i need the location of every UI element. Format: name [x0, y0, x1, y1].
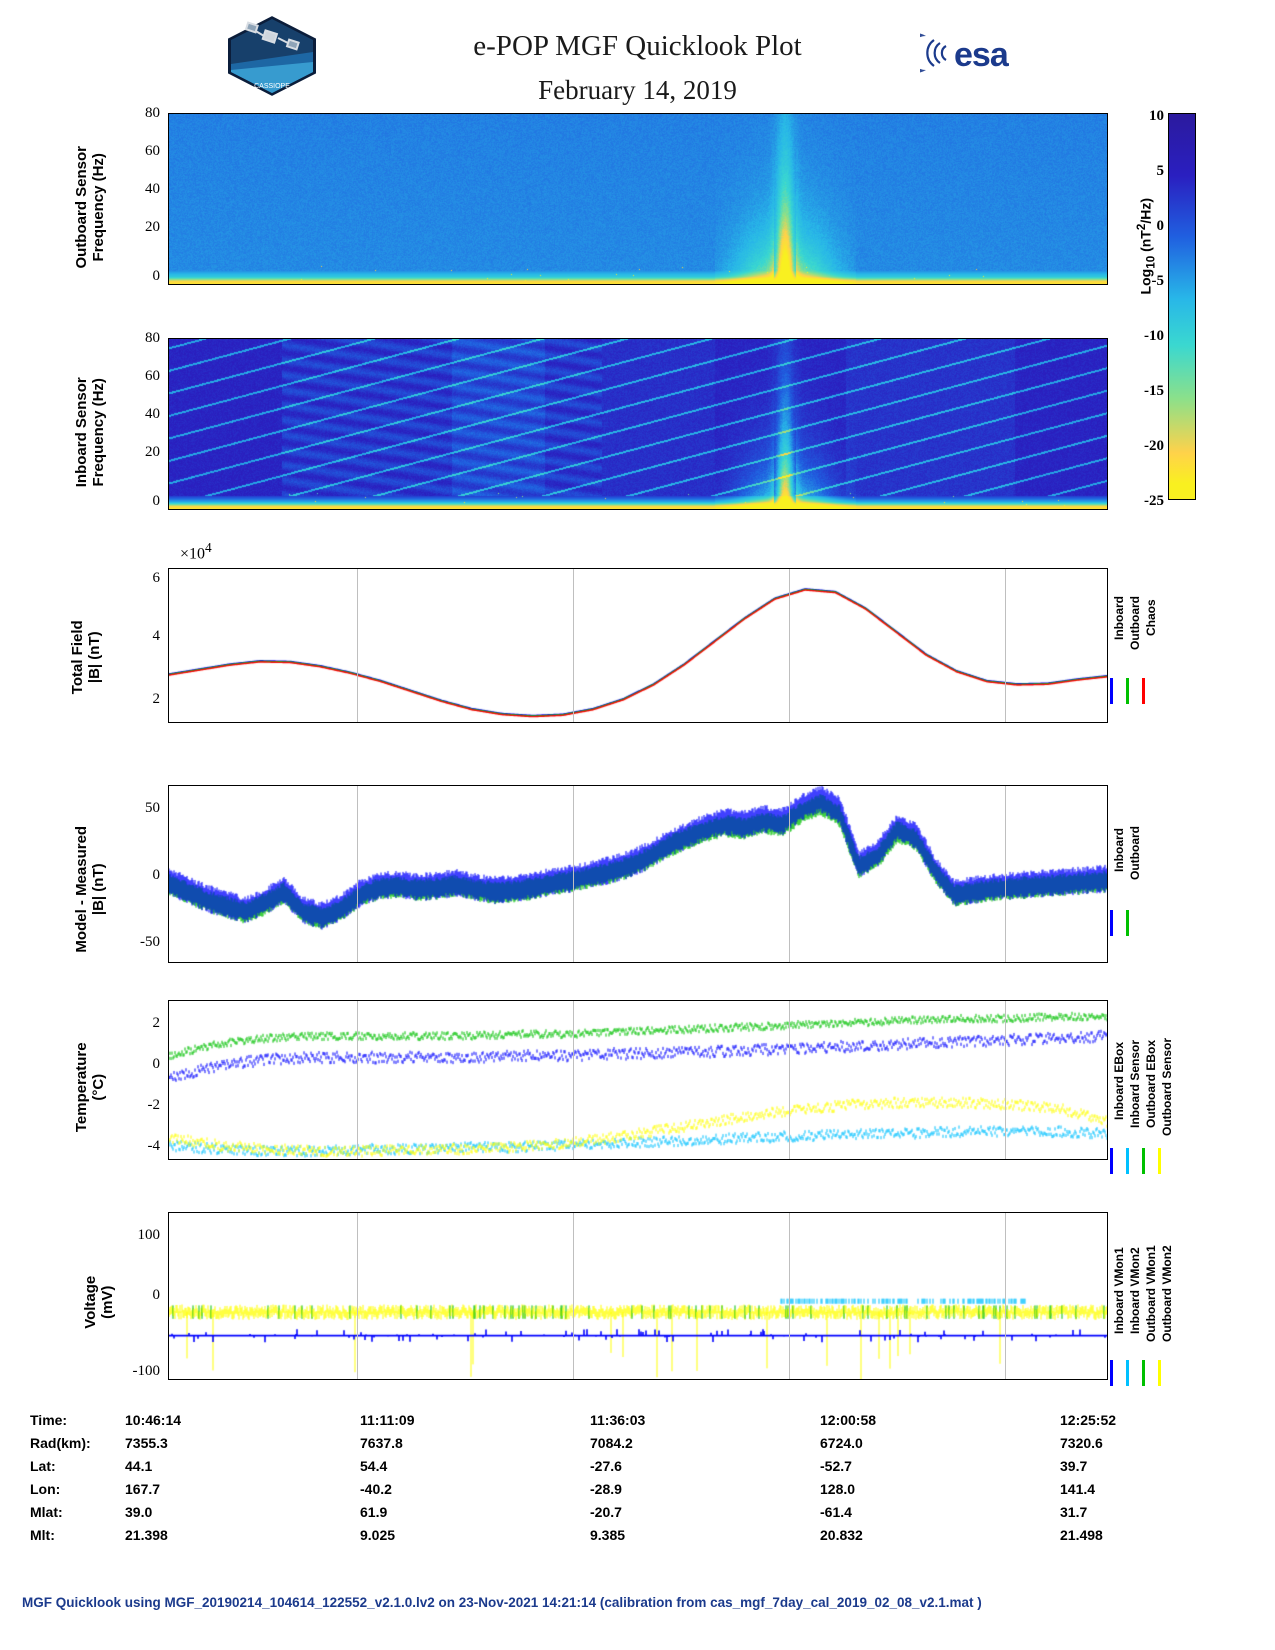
- legend-label: Inboard VMon2: [1128, 1247, 1142, 1334]
- temperature-ylabel: Temperature (°C): [72, 1042, 107, 1133]
- legend-swatch: [1110, 1148, 1113, 1174]
- table-row: [30, 1481, 1190, 1504]
- outboard-spectrogram-panel: [168, 113, 1108, 285]
- legend-swatch: [1142, 1148, 1145, 1174]
- legend-swatch: [1126, 1148, 1129, 1174]
- cell: -20.7: [590, 1504, 622, 1520]
- legend-label: Outboard: [1128, 596, 1142, 650]
- colorbar-tick: -10: [1144, 328, 1164, 344]
- cell: 12:00:58: [820, 1412, 877, 1428]
- row-label: Mlt:: [30, 1527, 55, 1543]
- total-field-panel: [168, 568, 1108, 723]
- legend-label: Inboard EBox: [1112, 1041, 1126, 1120]
- legend-label: Outboard VMon2: [1160, 1245, 1174, 1342]
- cell: 44.1: [125, 1458, 153, 1474]
- cell: 21.498: [1060, 1527, 1103, 1543]
- colorbar-label: Log$_{10}$ $(nT^2/Hz)$: [1134, 198, 1158, 295]
- quicklook-plot-page: CASSIOPE e-POP MGF Quicklook Plot February 14, 2019 esa 10 5 0 -5 -10 -15 -20 -25 Log$_{10}$ $(nT^2/Hz)$ Outboard Sensor Frequency (Hz) 80 60 40 20 0 Inboard Sensor Frequency (Hz) 80 60 40 20 0 Total Field |B| (nT) $\times 10^4$ 6 4 2 Inboard Outboard Chaos Model - Measured |B| (nT) 50 0 -50 Inboard Outboard Temperature (°C) 2 0 -2 -4 Inboard EBox Inboard Sensor Outboard EBox Outboard Sensor Voltage (mV) 100 0 -100 Inboard VMon1 Inboard VMon2 Outboard VMon1 Outboard VMon2 Time: 10:46:14 11:11:09 11:36:03 12:00:58 12:25:52 Rad(km): 7355.3 7637.8 7084.2 6724.0 7320.6 Lat: 44.1 54.4 -27.6 -52.7 39.7 Lon: 167.7 -40.2 -28.9 128.0 141.4 Mlat: 39.0 61.9 -20.7 -61.4 31.7 Mlt: 21.398 9.025 9.385 20.832 21.498 MGF Quicklook using MGF_20190214_104614_122552_v2.1.0.lv2 on 23-Nov-2021 14:21:14 (calibration from cas_mgf_7day_cal_2019_02_08_v2.1.mat ): [0, 0, 1275, 1650]
- cell: -52.7: [820, 1458, 852, 1474]
- table-row: [30, 1527, 1190, 1550]
- legend-label: Inboard Sensor: [1128, 1039, 1142, 1128]
- spectrogram-colorbar: [1168, 113, 1196, 500]
- table-row: [30, 1412, 1190, 1435]
- legend-swatch: [1110, 910, 1113, 936]
- axis-parameter-table: [30, 1412, 1190, 1550]
- cell: 21.398: [125, 1527, 168, 1543]
- legend-swatch: [1158, 1360, 1161, 1386]
- voltage-panel: [168, 1212, 1108, 1380]
- model-minus-measured-panel: [168, 785, 1108, 963]
- total-field-legend: [1108, 560, 1168, 720]
- temperature-panel: [168, 1000, 1108, 1160]
- cell: 20.832: [820, 1527, 863, 1543]
- cell: 141.4: [1060, 1481, 1096, 1497]
- legend-swatch: [1126, 1360, 1129, 1386]
- legend-label: Chaos: [1144, 599, 1158, 636]
- cell: 7637.8: [360, 1435, 403, 1451]
- legend-swatch: [1158, 1148, 1161, 1174]
- row-label: Rad(km):: [30, 1435, 91, 1451]
- cell: 31.7: [1060, 1504, 1088, 1520]
- legend-label: Inboard: [1112, 596, 1126, 640]
- footer-text: MGF Quicklook using MGF_20190214_104614_122552_v2.1.0.lv2 on 23-Nov-2021 14:21:14 (calibration from cas_mgf_7day_cal_2019_02_08_v2.1.mat ): [22, 1595, 982, 1610]
- cell: 54.4: [360, 1458, 388, 1474]
- row-label: Lon:: [30, 1481, 61, 1497]
- legend-label: Outboard Sensor: [1160, 1037, 1174, 1136]
- legend-swatch: [1126, 910, 1129, 936]
- row-label: Lat:: [30, 1458, 56, 1474]
- colorbar-tick: -5: [1151, 273, 1164, 289]
- inboard-spectrogram-panel: [168, 338, 1108, 510]
- table-row: [30, 1504, 1190, 1527]
- table-row: [30, 1458, 1190, 1481]
- legend-swatch: [1110, 678, 1113, 704]
- cell: -61.4: [820, 1504, 852, 1520]
- model-minus-measured-ylabel: Model - Measured |B| (nT): [72, 825, 107, 953]
- page-subtitle: February 14, 2019: [538, 75, 737, 105]
- colorbar-tick: 5: [1156, 163, 1164, 179]
- temperature-legend: [1108, 1000, 1178, 1180]
- total-field-ylabel: Total Field |B| (nT): [68, 620, 103, 695]
- colorbar-tick: 10: [1149, 108, 1164, 124]
- cell: 128.0: [820, 1481, 856, 1497]
- cell: -27.6: [590, 1458, 622, 1474]
- colorbar-ticks: [1128, 106, 1164, 509]
- cell: 10:46:14: [125, 1412, 182, 1428]
- cell: 61.9: [360, 1504, 388, 1520]
- legend-swatch: [1142, 678, 1145, 704]
- cell: 39.7: [1060, 1458, 1088, 1474]
- voltage-ylabel: Voltage (mV): [81, 1275, 116, 1329]
- cell: 11:36:03: [590, 1412, 646, 1428]
- cell: 7355.3: [125, 1435, 168, 1451]
- voltage-legend: [1108, 1212, 1178, 1402]
- legend-label: Outboard EBox: [1144, 1039, 1158, 1128]
- page-title: e-POP MGF Quicklook Plot: [473, 30, 802, 62]
- row-label: Time:: [30, 1412, 68, 1428]
- cell: 39.0: [125, 1504, 153, 1520]
- model-minus-measured-legend: [1108, 800, 1168, 960]
- colorbar-tick: -20: [1144, 438, 1164, 454]
- svg-text:esa: esa: [954, 36, 1008, 74]
- svg-text:CASSIOPE: CASSIOPE: [254, 83, 290, 90]
- colorbar-tick: -15: [1144, 383, 1164, 399]
- cell: 12:25:52: [1060, 1412, 1117, 1428]
- table-row: [30, 1435, 1190, 1458]
- legend-swatch: [1142, 1360, 1145, 1386]
- cell: -40.2: [360, 1481, 392, 1497]
- colorbar-tick: -25: [1144, 493, 1164, 509]
- cell: 7320.6: [1060, 1435, 1103, 1451]
- legend-label: Outboard VMon1: [1144, 1245, 1158, 1342]
- legend-label: Outboard: [1128, 826, 1142, 880]
- legend-swatch: [1110, 1360, 1113, 1386]
- cell: 9.385: [590, 1527, 626, 1543]
- total-field-exponent: $\times 10^4$: [180, 540, 212, 563]
- cell: 167.7: [125, 1481, 161, 1497]
- legend-label: Inboard: [1112, 828, 1126, 872]
- cell: 7084.2: [590, 1435, 633, 1451]
- colorbar-tick: 0: [1156, 218, 1164, 234]
- cell: 11:11:09: [360, 1412, 415, 1428]
- outboard-spectrogram-ylabel: Outboard Sensor Frequency (Hz): [72, 146, 107, 269]
- legend-swatch: [1126, 678, 1129, 704]
- row-label: Mlat:: [30, 1504, 63, 1520]
- cell: -28.9: [590, 1481, 622, 1497]
- cell: 6724.0: [820, 1435, 863, 1451]
- esa-logo-icon: [920, 30, 1048, 74]
- cell: 9.025: [360, 1527, 396, 1543]
- legend-label: Inboard VMon1: [1112, 1247, 1126, 1334]
- inboard-spectrogram-ylabel: Inboard Sensor Frequency (Hz): [72, 377, 107, 488]
